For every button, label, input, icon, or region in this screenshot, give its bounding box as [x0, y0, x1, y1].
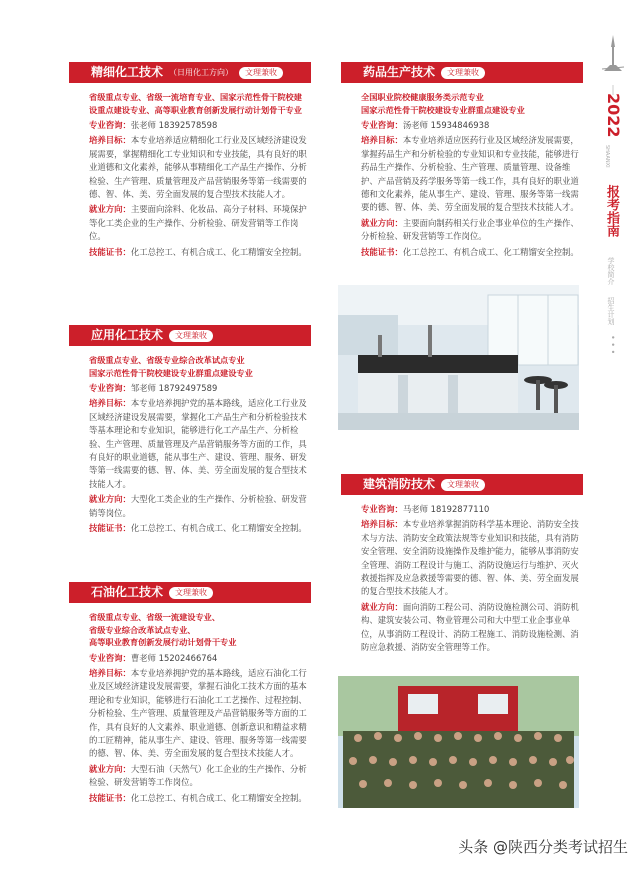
cert-row [89, 792, 311, 805]
section-honors [89, 354, 311, 379]
cert-label: 技能证书： [361, 246, 403, 257]
section-header [341, 474, 583, 495]
footer-watermark: 头条 @陕西分类考试招生 [458, 838, 628, 856]
cert-label: 技能证书： [89, 523, 131, 534]
job-text: 面向消防工程公司、消防设施检测公司、消防机构、建筑安装公司、物业管理公司和大中型工业企事业单位，从事消防工程设计、消防工程施工、消防设施检测、消防应急救援、消防安全管理等工作。 [361, 601, 579, 653]
sidebar-small-3: 招生计划 [607, 297, 615, 325]
goal-text: 本专业培养拥护党的基本路线，适应石油化工行业及区域经济建设发展需要，掌握石油化工技术方面的基本理论和专业知识，能够进行石油化工工艺操作、过程控制、分析检验、生产管理、质量管理及产品营销服务等方面的工作，具有良好的人文素养、职业道德、创新意识和精益求精的工匠精神，能从事生产、建设、管理、服务等第一线需要的德、智、体、美、劳全面发展的复合型技术技能人才。 [89, 667, 307, 759]
sidebar-small-2: 学校简介 [607, 257, 615, 285]
section-title: 石油化工技术 [91, 584, 164, 599]
lab-photo [338, 285, 579, 430]
section-header [69, 62, 311, 83]
job-text: 主要面向涂料、化妆品、高分子材料、环境保护等化工类企业的生产操作、分析检验、研发营销等工作岗位。 [89, 204, 307, 242]
goal-row [89, 134, 311, 201]
job-label: 就业方向： [89, 763, 131, 774]
job-row [89, 203, 311, 243]
job-text: 大型化工类企业的生产操作、分析检验、研发营销等岗位。 [89, 494, 307, 518]
section-title: 应用化工技术 [91, 327, 164, 342]
section-yaopin [341, 62, 583, 261]
contact-row [89, 119, 311, 132]
contact-label: 专业咨询： [361, 120, 403, 130]
cert-label: 技能证书： [89, 792, 131, 803]
cert-row [89, 246, 311, 259]
contact-value: 汤老师 15934846938 [402, 120, 490, 130]
goal-text: 本专业培养掌握消防科学基本理论、消防安全技术与方法、消防安全政策法规等专业知识和技能，具有消防安全管理、安全消防设施操作及维护能力，能够从事消防安全管理、消防工程设计与施工、消防设施运行与维护、灭火救援指挥及应急救援等需要的德、智、体、美、劳全面发展的复合型技术技能人才。 [361, 519, 579, 597]
honor-line: 省级专业综合改革试点专业、 [89, 624, 196, 635]
section-badge: 文理兼收 [239, 67, 283, 79]
cert-text: 化工总控工、有机合成工、化工精馏安全控制。 [130, 246, 307, 257]
goal-label: 培养目标： [361, 135, 403, 146]
contact-label: 专业咨询： [361, 504, 403, 514]
honor-line: 省级重点专业、省级一流建设专业、 [89, 612, 221, 622]
honor-line: 高等职业教育创新发展行动计划骨干专业 [89, 637, 237, 647]
contact-row [361, 503, 583, 516]
sidebar-year: 2022 [604, 93, 623, 138]
section-yingyong [69, 325, 311, 537]
honor-line: 国家示范性骨干院校建设专业群重点建设专业 [361, 104, 525, 115]
goal-label: 培养目标： [89, 667, 131, 678]
job-text: 主要面向制药相关行业企事业单位的生产操作、分析检验、研发营销等工作岗位。 [361, 217, 579, 242]
cert-row [361, 246, 583, 259]
contact-value: 张老师 18392578598 [130, 120, 218, 130]
job-row [89, 493, 311, 520]
contact-row [361, 119, 583, 132]
section-jianzhu [341, 474, 583, 656]
section-title: 精细化工技术 [91, 64, 164, 79]
cert-row [89, 522, 311, 535]
section-jingxi [69, 62, 311, 261]
honor-line: 全国职业院校健康服务类示范专业 [361, 92, 484, 102]
section-honors [89, 611, 311, 649]
honor-line: 省级重点专业、省级专业综合改革试点专业 [89, 355, 245, 365]
job-label: 就业方向： [361, 217, 403, 228]
honor-line: 国家示范性骨干院校建设专业群重点建设专业 [89, 367, 253, 378]
tower-icon [602, 35, 624, 71]
contact-label: 专业咨询： [89, 120, 131, 130]
goal-text: 本专业培养适应医药行业及区域经济发展需要，掌握药品生产和分析检验的专业知识和专业技能，能够进行药品生产操作、分析检验、生产管理、质量管理、设备维护、产品营销及药学服务等第一线工作，具有良好的职业道德和文化素养，能从事生产、建设、管理、服务等第一线需要的德、智、体、美、劳全面发展的复合型技术技能人才。 [361, 135, 579, 213]
cert-label: 技能证书： [89, 246, 131, 257]
goal-row [361, 518, 583, 598]
job-label: 就业方向： [89, 204, 131, 215]
contact-label: 专业咨询： [89, 652, 131, 663]
goal-text: 本专业培养适应精细化工行业及区域经济建设发展需要，掌握精细化工专业知识和专业技能，具有良好的职业道德和文化素养，能够从事精细化工产品生产操作、分析检验、生产管理、质量管理及产品营销服务等第一线需要的德、智、体、美、劳全面发展的复合型技术技能人才。 [89, 135, 307, 200]
lab-illustration [338, 285, 579, 430]
section-badge: 文理兼收 [441, 479, 485, 491]
contact-value: 曹老师 15202466764 [130, 652, 218, 663]
sidebar [598, 35, 628, 355]
cert-text: 化工总控工、有机合成工、化工精馏安全控制。 [130, 523, 307, 534]
goal-row [361, 134, 583, 214]
section-header [69, 325, 311, 346]
goal-label: 培养目标： [361, 519, 403, 530]
cert-text: 化工总控工、有机合成工、化工精馏安全控制。 [130, 792, 307, 803]
goal-text: 本专业培养拥护党的基本路线，适应化工行业及区域经济建设发展需要，掌握化工产品生产和分析检验技术等基本理论和专业知识，能够进行化工产品生产、分析检验、生产管理、质量管理及产品营销服务等方面的工作，具有良好的职业道德，能从事生产、建设、管理、服务、研发等第一线需要的德、智、体、美、劳全面发展的复合型技术技能人才。 [89, 398, 307, 489]
contact-row [89, 652, 311, 665]
section-header [341, 62, 583, 83]
section-subtitle: （日用化工方向） [169, 67, 234, 77]
job-label: 就业方向： [89, 494, 131, 505]
group-illustration [338, 676, 579, 808]
job-text: 大型石油（天然气）化工企业的生产操作、分析检验、研发营销等工作岗位。 [89, 763, 307, 788]
sidebar-dots: • • • [608, 335, 617, 355]
job-row [361, 217, 583, 244]
section-badge: 文理兼收 [169, 330, 213, 342]
section-honors [361, 91, 583, 116]
honor-line: 省级重点专业、省级一流培育专业、国家示范性骨干院校建 [89, 92, 302, 102]
section-title: 药品生产技术 [363, 64, 436, 79]
section-title: 建筑消防技术 [363, 476, 436, 491]
section-shiyou [69, 582, 311, 807]
goal-row [89, 667, 311, 761]
group-photo [338, 676, 579, 808]
contact-value: 邹老师 18792497589 [130, 383, 218, 393]
job-label: 就业方向： [361, 601, 403, 612]
contact-value: 马老师 18192877110 [402, 504, 490, 514]
section-badge: 文理兼收 [169, 587, 213, 599]
sidebar-title: 报考指南 [604, 185, 619, 237]
job-row [361, 601, 583, 655]
sidebar-small-en: SHAANXI [604, 145, 610, 168]
cert-text: 化工总控工、有机合成工、化工精馏安全控制。 [402, 246, 579, 257]
job-row [89, 763, 311, 790]
section-badge: 文理兼收 [441, 67, 485, 79]
contact-row [89, 382, 311, 395]
section-header [69, 582, 311, 603]
section-honors [89, 91, 311, 116]
honor-line: 设重点建设专业、高等职业教育创新发展行动计划骨干专业 [89, 104, 302, 115]
goal-row [89, 397, 311, 491]
goal-label: 培养目标： [89, 398, 131, 409]
contact-label: 专业咨询： [89, 383, 131, 393]
goal-label: 培养目标： [89, 135, 131, 146]
